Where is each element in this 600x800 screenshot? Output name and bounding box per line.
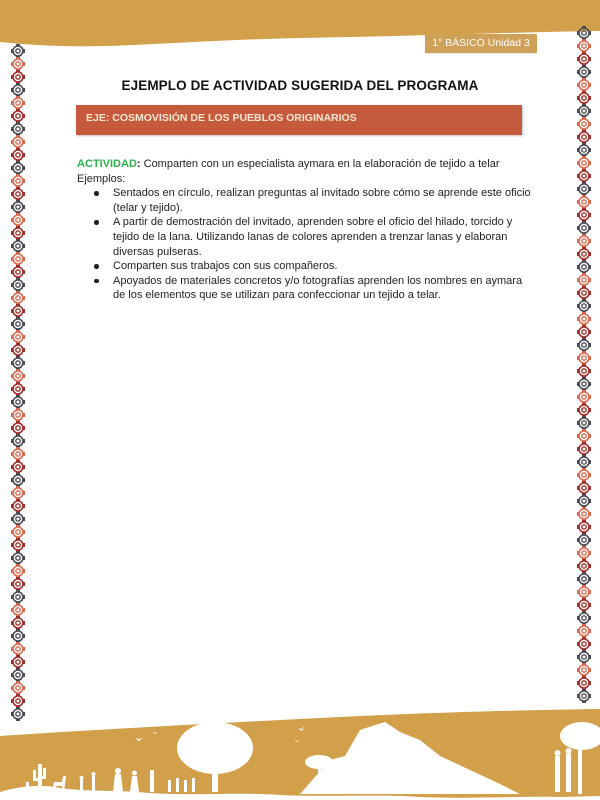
ring-ornament-icon [11, 551, 25, 565]
ring-ornament-icon [577, 26, 591, 40]
ring-ornament-icon [11, 109, 25, 123]
ring-ornament-icon [11, 525, 25, 539]
ring-ornament-icon [11, 161, 25, 175]
list-item [77, 274, 537, 303]
ring-ornament-icon [11, 356, 25, 370]
ring-ornament-icon [11, 655, 25, 669]
ring-ornament-icon [11, 642, 25, 656]
ring-ornament-icon [11, 434, 25, 448]
ring-ornament-icon [11, 447, 25, 461]
ring-ornament-icon [577, 520, 591, 534]
ring-ornament-icon [11, 135, 25, 149]
ring-ornament-icon [11, 616, 25, 630]
ring-ornament-icon [577, 455, 591, 469]
activity-label: ACTIVIDAD [77, 158, 137, 170]
axis-banner [76, 105, 522, 135]
ring-ornament-icon [577, 65, 591, 79]
ring-ornament-icon [11, 408, 25, 422]
ring-ornament-icon [11, 486, 25, 500]
ring-ornament-icon [577, 273, 591, 287]
ring-ornament-icon [577, 403, 591, 417]
list-item-text: Comparten sus trabajos con sus compañeros. [113, 260, 338, 273]
ring-ornament-icon [577, 416, 591, 430]
ring-ornament-icon [577, 611, 591, 625]
ring-ornament-icon [11, 174, 25, 188]
ring-ornament-icon [11, 499, 25, 513]
ring-ornament-icon [11, 512, 25, 526]
ring-ornament-icon [11, 395, 25, 409]
list-item [77, 215, 537, 259]
activity-content [77, 157, 537, 303]
ring-ornament-icon [577, 364, 591, 378]
activity-separator: : [136, 158, 144, 170]
ring-ornament-icon [577, 676, 591, 690]
bullet-icon [94, 279, 99, 284]
examples-list [77, 186, 537, 303]
ring-ornament-icon [577, 468, 591, 482]
ring-ornament-icon [577, 195, 591, 209]
ring-ornament-icon [11, 382, 25, 396]
ring-ornament-icon [577, 169, 591, 183]
ring-ornament-icon [11, 304, 25, 318]
ring-ornament-icon [11, 421, 25, 435]
ring-ornament-icon [11, 538, 25, 552]
activity-line [77, 157, 537, 172]
ring-ornament-icon [577, 117, 591, 131]
ring-ornament-icon [11, 291, 25, 305]
ring-ornament-icon [577, 312, 591, 326]
ring-ornament-icon [11, 278, 25, 292]
ring-ornament-icon [11, 57, 25, 71]
ring-ornament-icon [577, 572, 591, 586]
ring-ornament-icon [577, 650, 591, 664]
ring-ornament-icon [577, 377, 591, 391]
ring-ornament-icon [11, 681, 25, 695]
list-item [77, 186, 537, 215]
ring-ornament-icon [577, 533, 591, 547]
ring-ornament-icon [577, 182, 591, 196]
ring-ornament-icon [577, 156, 591, 170]
ring-ornament-icon [11, 330, 25, 344]
ring-ornament-icon [577, 91, 591, 105]
unit-tag: 1° BÁSICO Unidad 3 [425, 34, 537, 53]
ring-ornament-icon [11, 252, 25, 266]
ring-ornament-icon [11, 564, 25, 578]
ring-ornament-icon [577, 390, 591, 404]
ring-ornament-icon [11, 187, 25, 201]
ring-ornament-icon [577, 351, 591, 365]
ring-ornament-icon [577, 559, 591, 573]
ring-ornament-icon [11, 603, 25, 617]
ring-ornament-icon [577, 208, 591, 222]
examples-heading: Ejemplos: [77, 172, 126, 185]
ring-ornament-icon [577, 130, 591, 144]
ring-ornament-icon [11, 239, 25, 253]
ring-ornament-icon [577, 39, 591, 53]
ring-ornament-icon [577, 546, 591, 560]
ring-ornament-icon [577, 286, 591, 300]
ring-ornament-icon [11, 44, 25, 58]
ring-ornament-icon [11, 122, 25, 136]
ring-ornament-icon [577, 338, 591, 352]
left-border-pattern [10, 44, 26, 720]
ring-ornament-icon [11, 460, 25, 474]
ring-ornament-icon [577, 234, 591, 248]
ring-ornament-icon [11, 265, 25, 279]
ring-ornament-icon [11, 668, 25, 682]
ring-ornament-icon [577, 624, 591, 638]
bullet-icon [94, 264, 99, 269]
list-item-text: A partir de demostración del invitado, aprenden sobre el oficio del hilado, torcido y tejido de la lana. Utilizando lanas de colores aprenden a trenzar lanas y elaboran diversas pulseras. [113, 216, 513, 258]
ring-ornament-icon [11, 577, 25, 591]
ring-ornament-icon [11, 96, 25, 110]
ring-ornament-icon [11, 200, 25, 214]
ring-ornament-icon [577, 221, 591, 235]
ring-ornament-icon [577, 260, 591, 274]
list-item-text: Apoyados de materiales concretos y/o fotografías aprenden los nombres en aymara de los elementos que se utilizan para confeccionar un tejido a telar. [113, 274, 523, 302]
list-item-text: Sentados en círculo, realizan preguntas al invitado sobre cómo se aprende este oficio (telar y tejido). [113, 187, 531, 214]
ring-ornament-icon [577, 429, 591, 443]
ring-ornament-icon [577, 637, 591, 651]
activity-text: Comparten con un especialista aymara en la elaboración de tejido a telar [143, 158, 500, 170]
ring-ornament-icon [11, 317, 25, 331]
bullet-icon [94, 220, 99, 225]
footer-landscape-illustration [0, 700, 600, 800]
ring-ornament-icon [577, 442, 591, 456]
ring-ornament-icon [577, 481, 591, 495]
ring-ornament-icon [577, 507, 591, 521]
page-title: EJEMPLO DE ACTIVIDAD SUGERIDA DEL PROGRAMA [121, 78, 479, 93]
ring-ornament-icon [11, 148, 25, 162]
ring-ornament-icon [11, 629, 25, 643]
ring-ornament-icon [577, 52, 591, 66]
ring-ornament-icon [11, 213, 25, 227]
ring-ornament-icon [577, 494, 591, 508]
ring-ornament-icon [577, 299, 591, 313]
ring-ornament-icon [577, 663, 591, 677]
ring-ornament-icon [577, 143, 591, 157]
ring-ornament-icon [11, 590, 25, 604]
right-border-pattern [576, 26, 592, 702]
ring-ornament-icon [577, 598, 591, 612]
list-item [77, 259, 537, 274]
bullet-icon [94, 191, 99, 196]
axis-label: EJE: COSMOVISIÓN DE LOS PUEBLOS ORIGINARIOS [86, 112, 357, 124]
ring-ornament-icon [577, 247, 591, 261]
ring-ornament-icon [11, 343, 25, 357]
ring-ornament-icon [11, 369, 25, 383]
ring-ornament-icon [577, 104, 591, 118]
ring-ornament-icon [11, 473, 25, 487]
ring-ornament-icon [577, 585, 591, 599]
ring-ornament-icon [577, 325, 591, 339]
ring-ornament-icon [11, 226, 25, 240]
